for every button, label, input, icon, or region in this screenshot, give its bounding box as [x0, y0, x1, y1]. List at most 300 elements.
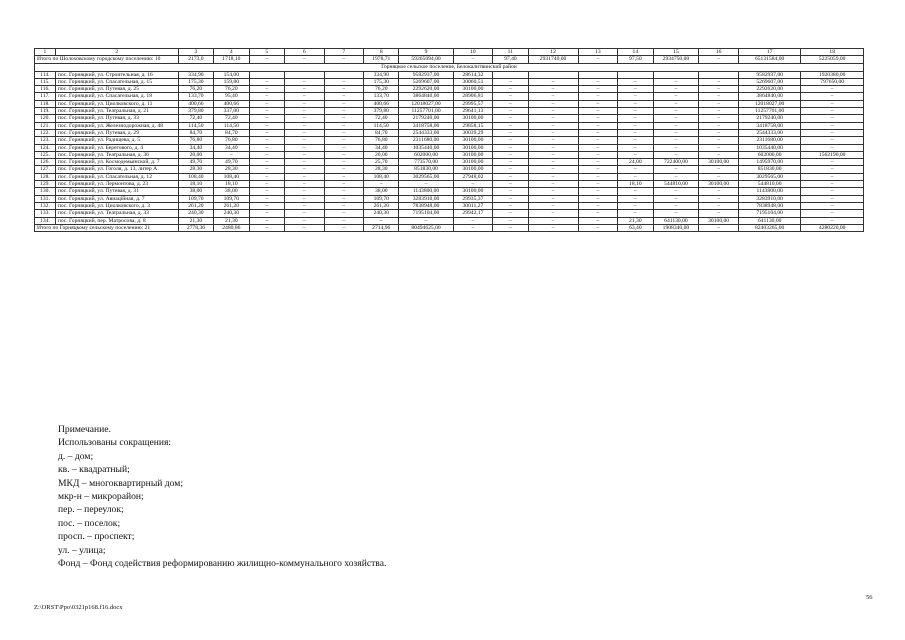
table-cell: – [249, 166, 284, 173]
table-cell: 400,66 [214, 100, 249, 107]
column-number: 17 [738, 49, 800, 56]
row-number: 118. [35, 100, 56, 107]
table-cell: – [493, 217, 528, 224]
table-cell: – [618, 108, 653, 115]
table-cell: 109,70 [364, 195, 399, 202]
table-cell: 30011,27 [453, 202, 493, 209]
table-cell: 114,50 [214, 122, 249, 129]
table-cell: – [324, 56, 364, 63]
table-cell: – [578, 129, 618, 136]
address-cell: пос. Горняцкий, ул. Театральная, д. 33 [55, 210, 178, 217]
table-cell: – [618, 93, 653, 100]
table-cell: 30100,00 [453, 137, 493, 144]
table-cell: – [653, 151, 699, 158]
table-cell: 334,90 [178, 71, 213, 78]
notes-heading: Примечание. [58, 424, 111, 435]
table-cell: – [801, 217, 864, 224]
table-cell: 7838948,00 [399, 202, 453, 209]
table-cell: – [324, 137, 364, 144]
table-cell: – [324, 93, 364, 100]
table-cell: – [618, 129, 653, 136]
table-cell: – [801, 166, 864, 173]
table-cell: – [399, 181, 453, 188]
row-number: 119. [35, 108, 56, 115]
table-row [35, 93, 864, 100]
table-cell [493, 71, 528, 78]
table-cell: – [364, 181, 399, 188]
table-cell: 5269607,00 [738, 78, 800, 85]
table-cell: – [578, 151, 618, 158]
table-cell: – [249, 129, 284, 136]
address-cell: пос. Горняцкий, ул. Путевая, д. 25 [55, 86, 178, 93]
total-row [35, 224, 864, 231]
table-cell: – [493, 108, 528, 115]
table-cell: 7195104,00 [399, 210, 453, 217]
table-cell: 18,10 [178, 181, 213, 188]
table-cell: 1495970,00 [738, 159, 800, 166]
note-line: кв. – квадратный; [58, 464, 130, 476]
table-cell: 797650,00 [801, 78, 864, 85]
table-cell: – [801, 210, 864, 217]
table-cell: – [249, 144, 284, 151]
table-cell: 49,70 [178, 159, 213, 166]
table-cell: 851830,00 [738, 166, 800, 173]
table-cell: – [801, 173, 864, 180]
table-cell: – [528, 93, 578, 100]
table-cell: 29641,13 [453, 108, 493, 115]
table-cell: 3418758,00 [738, 122, 800, 129]
table-cell: – [249, 188, 284, 195]
column-number: 4 [214, 49, 249, 56]
table-cell: – [618, 151, 653, 158]
table-cell: – [249, 224, 284, 231]
table-cell: – [284, 173, 324, 180]
table-cell: 337,00 [214, 108, 249, 115]
row-number: 128. [35, 173, 56, 180]
row-number: 131. [35, 195, 56, 202]
table-cell: 18,10 [214, 181, 249, 188]
table-cell: 261,20 [364, 202, 399, 209]
section-row [35, 63, 864, 71]
table-cell: – [493, 151, 528, 158]
table-cell: 76,80 [178, 137, 213, 144]
table-cell: – [528, 78, 578, 85]
table-cell: – [801, 122, 864, 129]
table-cell: – [653, 202, 699, 209]
table-cell: – [578, 144, 618, 151]
table-cell: – [528, 122, 578, 129]
column-number: 7 [324, 49, 364, 56]
table-cell: 9582937,00 [399, 71, 453, 78]
table-cell: 773570,00 [399, 159, 453, 166]
column-number: 8 [364, 49, 399, 56]
table-cell: 114,50 [364, 122, 399, 129]
table-cell: – [653, 108, 699, 115]
table-cell: – [578, 217, 618, 224]
row-number: 130. [35, 188, 56, 195]
table-cell: 30100,00 [699, 181, 739, 188]
table-row [35, 173, 864, 180]
table-cell: – [699, 202, 739, 209]
table-cell: – [801, 159, 864, 166]
table-cell: 38,00 [178, 188, 213, 195]
table-cell: – [801, 93, 864, 100]
table-cell: 76,20 [178, 86, 213, 93]
address-cell: пос. Горняцкий, ул. Берегового, д. 4 [55, 144, 178, 151]
table-cell: – [578, 202, 618, 209]
table-cell: – [528, 195, 578, 202]
total-label: Итого по Горняцкому сельскому поселению: 21 [35, 224, 179, 231]
table-cell: 2311680,00 [399, 137, 453, 144]
table-cell: 29935,37 [453, 195, 493, 202]
table-cell: 114,50 [178, 122, 213, 129]
table-cell: 175,30 [178, 78, 213, 85]
table-cell: 11257701,00 [738, 108, 800, 115]
table-cell: – [324, 202, 364, 209]
table-cell: 602000,00 [399, 151, 453, 158]
table-cell: – [528, 144, 578, 151]
column-number: 3 [178, 49, 213, 56]
table-cell: 1035440,00 [738, 144, 800, 151]
table-cell: – [249, 93, 284, 100]
table-cell: – [801, 195, 864, 202]
table-cell: – [801, 181, 864, 188]
table-cell: 240,30 [178, 210, 213, 217]
table-cell: – [493, 129, 528, 136]
table-cell: 34,40 [178, 144, 213, 151]
table-cell: – [699, 129, 739, 136]
table-cell: – [699, 108, 739, 115]
note-line: пер. – переулок; [58, 504, 124, 516]
table-cell: – [284, 217, 324, 224]
table-cell: – [699, 188, 739, 195]
table-row [35, 217, 864, 224]
table-cell: – [578, 100, 618, 107]
table-cell: – [284, 144, 324, 151]
table-cell: 3864840,00 [738, 93, 800, 100]
table-cell: 12018027,00 [399, 100, 453, 107]
table-cell: 109,70 [178, 195, 213, 202]
column-number: 1 [35, 49, 56, 56]
table-cell: 133,70 [178, 93, 213, 100]
table-cell: – [493, 202, 528, 209]
table-cell: – [284, 195, 324, 202]
table-cell: – [324, 173, 364, 180]
table-cell: – [249, 173, 284, 180]
table-cell: – [493, 224, 528, 231]
table-cell [324, 71, 364, 78]
table-cell: 7195104,00 [738, 210, 800, 217]
table-cell: – [324, 210, 364, 217]
table-cell: – [493, 188, 528, 195]
table-cell: – [699, 166, 739, 173]
row-number: 122. [35, 129, 56, 136]
table-cell: 9582937,00 [738, 71, 800, 78]
table-cell: – [653, 195, 699, 202]
table-cell: – [653, 144, 699, 151]
table-cell: – [284, 137, 324, 144]
table-cell: 72,40 [214, 115, 249, 122]
table-cell: – [249, 151, 284, 158]
table-cell: – [493, 122, 528, 129]
address-cell: пос. Горняцкий, ул. Театральная, д. 36 [55, 151, 178, 158]
row-number: 114. [35, 71, 56, 78]
table-cell: – [578, 224, 618, 231]
table-cell: – [528, 217, 578, 224]
table-cell: – [493, 166, 528, 173]
table-cell: – [493, 100, 528, 107]
address-cell: пос. Горняцкий, ул. Спасательная, д. 15 [55, 78, 178, 85]
table-cell: 30100,00 [453, 144, 493, 151]
table-cell: 28906,81 [453, 93, 493, 100]
table-cell: 34,40 [364, 144, 399, 151]
table-cell: – [324, 151, 364, 158]
table-cell: 21,30 [214, 217, 249, 224]
table-cell: 49,70 [214, 159, 249, 166]
table-cell: 76,80 [364, 137, 399, 144]
table-cell: – [324, 195, 364, 202]
table-cell: – [618, 202, 653, 209]
notes-block [58, 423, 386, 570]
table-cell: – [284, 108, 324, 115]
table-cell: 2931740,00 [528, 56, 578, 63]
column-number: 6 [284, 49, 324, 56]
table-cell: – [699, 173, 739, 180]
table-cell: 27948,02 [453, 173, 493, 180]
table-cell: – [578, 108, 618, 115]
table-cell: 334,90 [364, 71, 399, 78]
table-cell: 261,20 [214, 202, 249, 209]
table-cell: 1035440,00 [399, 144, 453, 151]
table-cell: 5269607,00 [399, 78, 453, 85]
table-cell: – [699, 137, 739, 144]
table-cell: – [324, 217, 364, 224]
table-cell: 5225059,00 [801, 56, 864, 63]
table-cell: 72,40 [364, 115, 399, 122]
table-cell: 133,70 [364, 93, 399, 100]
table-cell: – [801, 100, 864, 107]
table-cell: – [653, 129, 699, 136]
table-cell: 76,20 [364, 86, 399, 93]
table-cell: – [249, 202, 284, 209]
table-cell: 2179240,00 [738, 115, 800, 122]
table-cell: – [578, 195, 618, 202]
table-cell: 722400,00 [653, 159, 699, 166]
table-cell: 261,20 [178, 202, 213, 209]
table-cell [284, 71, 324, 78]
table-cell: – [528, 151, 578, 158]
table-cell: 2544333,00 [399, 129, 453, 136]
table-cell: – [653, 188, 699, 195]
table-cell: – [578, 137, 618, 144]
table-cell: – [324, 122, 364, 129]
table-cell: 30060,51 [453, 78, 493, 85]
table-cell: – [249, 108, 284, 115]
row-number: 124. [35, 144, 56, 151]
table-cell: 159,80 [214, 78, 249, 85]
table-cell: – [324, 159, 364, 166]
table-cell: – [699, 122, 739, 129]
table-row [35, 71, 864, 78]
table-cell [528, 71, 578, 78]
table-row [35, 137, 864, 144]
table-cell: 851830,00 [399, 166, 453, 173]
section-title: Горняцкое сельское поселение, Белокалитвинский район [35, 63, 864, 71]
table-cell: – [284, 129, 324, 136]
table-row [35, 129, 864, 136]
table-cell: – [699, 224, 739, 231]
table-cell: – [618, 173, 653, 180]
table-cell: – [284, 122, 324, 129]
table-cell: – [801, 137, 864, 144]
table-cell: – [618, 78, 653, 85]
table-cell: – [493, 115, 528, 122]
table-cell: 2311680,00 [738, 137, 800, 144]
address-cell: пос. Горняцкий, ул. Циолковского, д. 3 [55, 202, 178, 209]
table-cell: 24,00 [618, 159, 653, 166]
table-cell: – [528, 159, 578, 166]
row-number: 123. [35, 137, 56, 144]
table-cell: – [578, 210, 618, 217]
table-row [35, 78, 864, 85]
table-cell: – [528, 173, 578, 180]
table-row [35, 210, 864, 217]
table-row [35, 166, 864, 173]
table-cell [578, 71, 618, 78]
table-cell: 3283910,00 [399, 195, 453, 202]
table-row [35, 188, 864, 195]
column-number: 10 [453, 49, 493, 56]
table-cell: 30100,00 [453, 159, 493, 166]
table-cell: – [528, 115, 578, 122]
table-cell: – [249, 86, 284, 93]
table-cell: – [578, 78, 618, 85]
column-number: 12 [528, 49, 578, 56]
table-cell: – [493, 210, 528, 217]
table-cell: – [493, 93, 528, 100]
table-cell: – [324, 78, 364, 85]
table-cell: 84,70 [364, 129, 399, 136]
table-cell: – [284, 224, 324, 231]
table-cell: – [249, 78, 284, 85]
table-cell: 108,40 [214, 173, 249, 180]
table-cell: 2292620,00 [399, 86, 453, 93]
table-cell: – [653, 115, 699, 122]
table-cell: 95,40 [214, 93, 249, 100]
table-cell: 2934750,00 [653, 56, 699, 63]
column-number: 2 [55, 49, 178, 56]
table-cell: 30100,00 [453, 166, 493, 173]
note-line: пос. – поселок; [58, 517, 121, 529]
table-cell: 544810,00 [653, 181, 699, 188]
table-cell: 3864840,00 [399, 93, 453, 100]
table-cell: – [284, 188, 324, 195]
address-cell: пос. Горняцкий, ул. Путевая, д. 33 [55, 115, 178, 122]
address-cell: пос. Горняцкий, пер. Матросова, д. 8 [55, 217, 178, 224]
note-line: Использованы сокращения: [58, 437, 172, 449]
table-cell: 76,80 [214, 137, 249, 144]
table-cell: 38,00 [364, 188, 399, 195]
note-line: мкр-н – микрорайон; [58, 491, 144, 503]
table-cell: – [249, 210, 284, 217]
table-cell: – [324, 188, 364, 195]
table-cell: – [249, 195, 284, 202]
table-row [35, 159, 864, 166]
table-cell: – [284, 56, 324, 63]
table-cell: – [653, 78, 699, 85]
table-cell: – [324, 86, 364, 93]
table-cell: 3029565,00 [738, 173, 800, 180]
table-cell: – [653, 137, 699, 144]
table-cell: – [618, 122, 653, 129]
table-cell: – [528, 188, 578, 195]
table-cell: – [324, 115, 364, 122]
table-cell: 2480,86 [214, 224, 249, 231]
file-path: Z:\ORST\Ppo\0321p168.f16.docx [34, 604, 123, 611]
table-cell: – [284, 151, 324, 158]
column-number: 18 [801, 49, 864, 56]
table-cell: – [618, 115, 653, 122]
table-cell: 175,30 [364, 78, 399, 85]
table-cell: 2292620,00 [738, 86, 800, 93]
table-cell: 28,30 [214, 166, 249, 173]
table-cell: 30100,00 [699, 159, 739, 166]
table-cell: 30100,00 [453, 86, 493, 93]
table-cell: 12018027,00 [738, 100, 800, 107]
table-cell: 108,40 [364, 173, 399, 180]
table-cell: 379,80 [364, 108, 399, 115]
housing-program-table [34, 48, 864, 232]
table-cell: – [618, 86, 653, 93]
address-cell: пос. Горняцкий, ул. Авиаційная, д. 7 [55, 195, 178, 202]
table-cell: – [249, 100, 284, 107]
table-cell: – [493, 181, 528, 188]
table-cell: – [699, 151, 739, 158]
table-cell: – [284, 78, 324, 85]
table-cell: – [284, 100, 324, 107]
table-cell: 400,66 [364, 100, 399, 107]
table-cell: – [284, 93, 324, 100]
table-cell: – [801, 144, 864, 151]
column-number: 14 [618, 49, 653, 56]
table-cell: – [801, 86, 864, 93]
table-cell: – [801, 108, 864, 115]
table-cell: – [618, 166, 653, 173]
table-cell: 1143800,00 [738, 188, 800, 195]
table-cell: – [578, 115, 618, 122]
table-cell: 2778,36 [178, 224, 213, 231]
table-cell: – [249, 181, 284, 188]
table-cell: – [324, 129, 364, 136]
row-number: 132. [35, 202, 56, 209]
table-cell [699, 71, 739, 78]
table-cell: – [249, 137, 284, 144]
table-cell: 30100,00 [453, 188, 493, 195]
table-cell: – [249, 217, 284, 224]
address-cell: пос. Горняцкий, ул. Спасательная, д. 12 [55, 173, 178, 180]
table-cell: – [528, 137, 578, 144]
table-cell: 28,30 [178, 166, 213, 173]
column-number: 15 [653, 49, 699, 56]
table-row [35, 195, 864, 202]
table-cell: – [249, 122, 284, 129]
table-cell: – [699, 93, 739, 100]
table-row [35, 108, 864, 115]
table-row [35, 181, 864, 188]
table-row [35, 122, 864, 129]
table-cell: – [364, 217, 399, 224]
row-number: 120. [35, 115, 56, 122]
